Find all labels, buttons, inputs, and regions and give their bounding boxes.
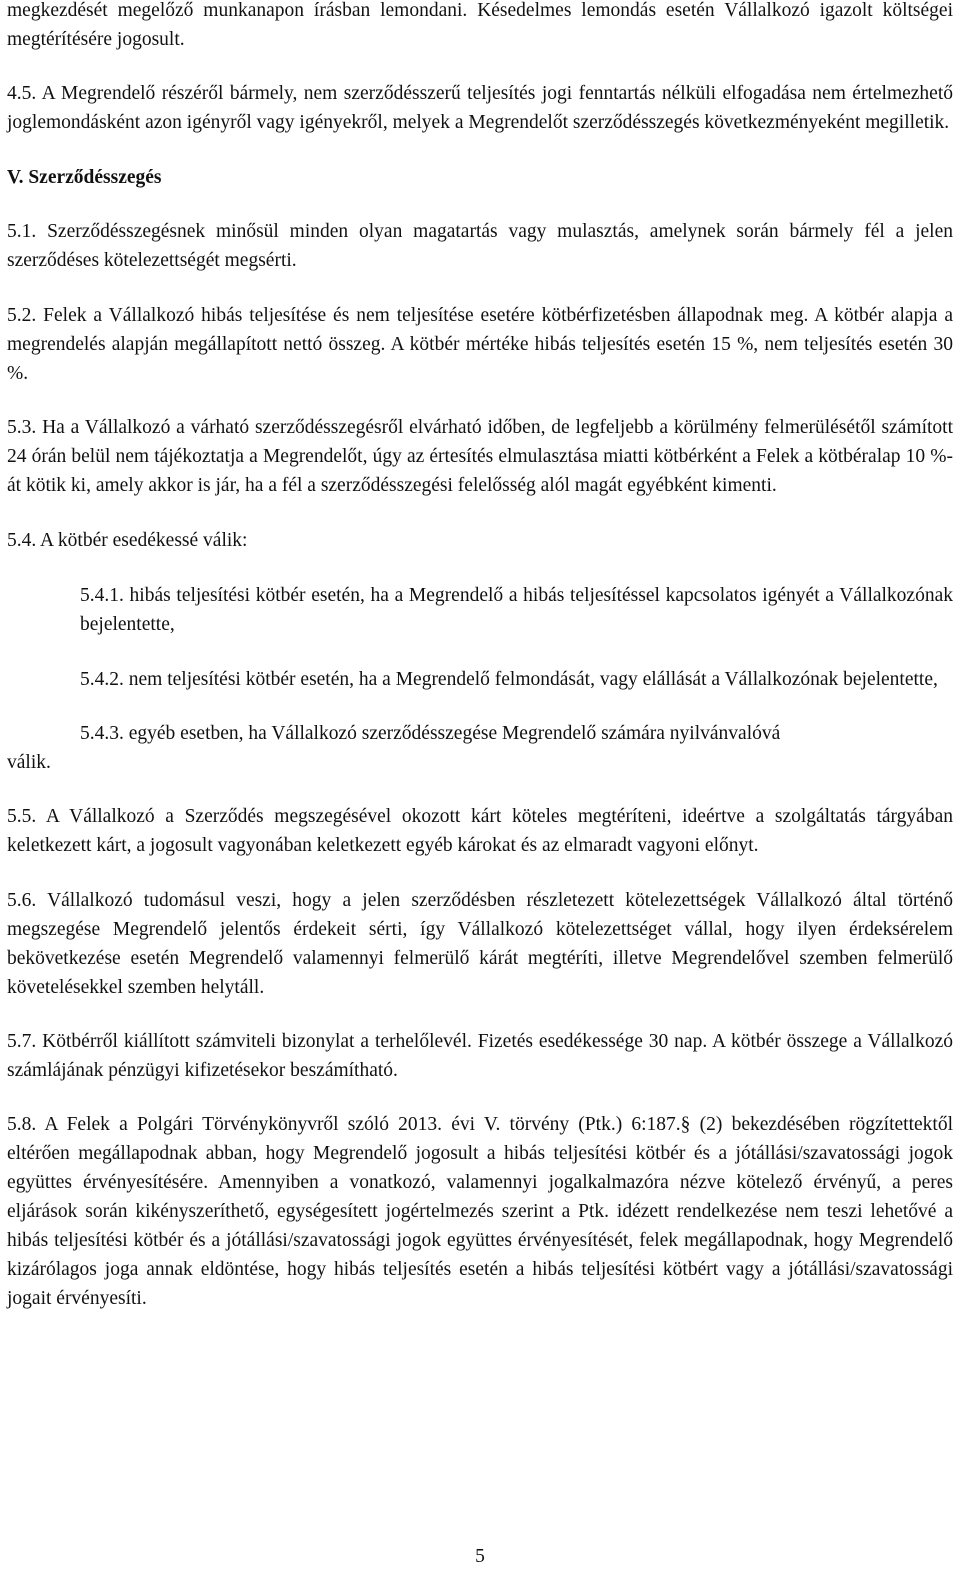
- page-number: 5: [475, 1546, 485, 1567]
- paragraph-5-8: 5.8. A Felek a Polgári Törvénykönyvről szóló 2013. évi V. törvény (Ptk.) 6:187.§ (2) bekezdésében rögzítettektől eltérően megállapodnak abban, hogy Megrendelő jogosult a hibás teljesítési kötbér és a jótállási/szavatossági jogok együttes érvényesítésére. Amennyiben a vonatkozó, valamennyi jogalkalmazóra nézve kötelező érvényű, a peres eljárások során kikényszeríthető, egységesített jogértelmezés szerint a Ptk. idézett rendelkezése nem teszi lehetővé a hibás teljesítési kötbér és a jótállási/szavatossági jogok együttes érvényesítését, felek megállapodnak, hogy Megrendelő kizárólagos joga annak eldöntése, hogy hibás teljesítés esetén a hibás teljesítési kötbért vagy a jótállási/szavatossági jogait érvényesíti.: [7, 1114, 953, 1309]
- section-heading-v: V. Szerződésszegés: [7, 167, 162, 188]
- paragraph-5-2: 5.2. Felek a Vállalkozó hibás teljesítése és nem teljesítése esetére kötbérfizetésben állapodnak meg. A kötbér alapja a megrendelés alapján megállapított nettó összeg. A kötbér mértéke hibás teljesítés esetén 15 %, nem teljesítés esetén 30 %.: [7, 305, 953, 384]
- document-page: [7, 0, 953, 1313]
- paragraph-5-7: 5.7. Kötbérről kiállított számviteli bizonylat a terhelőlevél. Fizetés esedékessége 30 nap. A kötbér összege a Vállalkozó számlájának pénzügyi kifizetésekor beszámítható.: [7, 1031, 953, 1081]
- paragraph-5-1: 5.1. Szerződésszegésnek minősül minden olyan magatartás vagy mulasztás, amelynek során bármely fél a jelen szerződéses kötelezettségét megsérti.: [7, 221, 953, 271]
- paragraph-4-5: 4.5. A Megrendelő részéről bármely, nem szerződésszerű teljesítés jogi fenntartás nélküli elfogadása nem értelmezhető joglemondásként azon igényről vagy igényekről, melyek a Megrendelőt szerződésszegés következményeként megilletik.: [7, 83, 953, 133]
- paragraph-5-6: 5.6. Vállalkozó tudomásul veszi, hogy a jelen szerződésben részletezett kötelezettségek Vállalkozó által történő megszegése Megrendelő jelentős érdekeit sérti, így Vállalkozó kötelezettséget vállal, hogy ilyen érdeksérelem bekövetkezése esetén Megrendelő valamennyi felmerülő kárát megtéríti, illetve Megrendelővel szemben felmerülő követelésekkel szemben helytáll.: [7, 890, 953, 998]
- paragraph-5-5: 5.5. A Vállalkozó a Szerződés megszegésével okozott kárt köteles megtéríteni, ideértve a szolgáltatás tárgyában keletkezett kárt, a jogosult vagyonában keletkezett egyéb károkat és az elmaradt vagyoni előnyt.: [7, 806, 953, 856]
- paragraph-5-4-3: 5.4.3. egyéb esetben, ha Vállalkozó szerződésszegése Megrendelő számára nyilvánvalóvá: [80, 723, 781, 744]
- paragraph-5-3: 5.3. Ha a Vállalkozó a várható szerződésszegésről elvárható időben, de legfeljebb a körülmény felmerülésétől számított 24 órán belül nem tájékoztatja a Megrendelőt, úgy az értesítés elmulasztása miatti kötbérként a Felek a kötbéralap 10 %-át kötik ki, amely akkor is jár, ha a fél a szerződésszegési felelősség alól magát egyébként kimenti.: [7, 417, 953, 496]
- paragraph-5-4-1: 5.4.1. hibás teljesítési kötbér esetén, ha a Megrendelő a hibás teljesítéssel kapcsolatos igényét a Vállalkozónak bejelentette,: [80, 585, 953, 635]
- paragraph-4-4-continuation: megkezdését megelőző munkanapon írásban lemondani. Késedelmes lemondás esetén Vállalkozó igazolt költségei megtérítésére jogosult.: [7, 0, 953, 50]
- paragraph-5-4-2: 5.4.2. nem teljesítési kötbér esetén, ha a Megrendelő felmondását, vagy elállását a Vállalkozónak bejelentette,: [80, 669, 938, 690]
- paragraph-5-4: 5.4. A kötbér esedékessé válik:: [7, 530, 248, 551]
- paragraph-5-4-3-end: válik.: [7, 752, 51, 773]
